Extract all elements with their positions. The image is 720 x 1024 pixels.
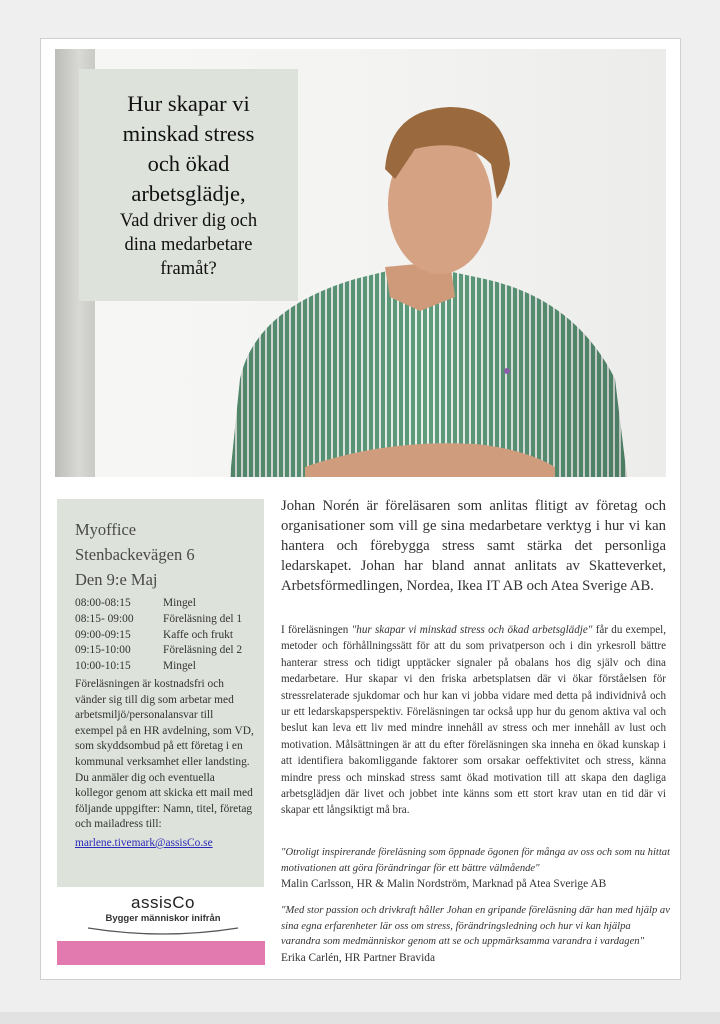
event-date: Den 9:e Maj xyxy=(75,570,158,589)
description-prefix: I föreläsningen xyxy=(281,624,352,636)
schedule-time: 09:15-10:00 xyxy=(75,644,131,657)
testimonial-author: Malin Carlsson, HR & Malin Nordström, Marknad på Atea Sverige AB xyxy=(281,878,607,890)
testimonial xyxy=(281,845,671,892)
testimonial-text: "Med stor passion och drivkraft håller Johan en gripande föreläsning där han med hjälp av sina egna erfarenheter lär oss om stress, förändringsledning och hur vi kan hjälpa varandra som medmänniskor genom att se och uppmärksamma varandra i vardagen" xyxy=(281,905,670,947)
schedule-event: Kaffe och frukt xyxy=(163,628,234,641)
flyer-page xyxy=(40,38,681,980)
schedule-event: Föreläsning del 2 xyxy=(163,644,243,657)
venue-name: Myoffice xyxy=(75,520,137,539)
lecture-description xyxy=(281,622,666,819)
testimonial-author: Erika Carlén, HR Partner Bravida xyxy=(281,951,436,964)
testimonial-text: "Otroligt inspirerande föreläsning som öppnade ögonen för många av oss och som nu hittat motivationen att göra förändringar för ett bättre välmående" xyxy=(281,847,671,874)
schedule-event: Mingel xyxy=(163,660,196,673)
title-box xyxy=(79,69,298,301)
hero-photo xyxy=(55,49,666,477)
schedule-event: Föreläsning del 1 xyxy=(163,612,243,625)
window-bottom-edge xyxy=(0,1012,720,1024)
schedule xyxy=(75,596,264,675)
logo-name: assisCo xyxy=(131,893,195,912)
email-link[interactable]: marlene.tivemark@assisCo.se xyxy=(75,836,213,849)
testimonial xyxy=(281,903,671,966)
accent-bar xyxy=(57,941,265,965)
lecture-title-italic: "hur skapar vi minskad stress och ökad arbetsglädje" xyxy=(351,624,593,636)
venue-address: Stenbackevägen 6 xyxy=(75,545,195,564)
schedule-event: Mingel xyxy=(163,597,196,609)
assisco-logo xyxy=(83,893,243,939)
schedule-time: 08:00-08:15 xyxy=(75,597,131,609)
logo-tagline: Bygger människor inifrån xyxy=(105,913,221,924)
schedule-row xyxy=(75,612,264,628)
schedule-row xyxy=(75,659,264,675)
logo-swoosh-icon xyxy=(83,926,243,938)
subheadline: Vad driver dig och dina medarbetare framåt? xyxy=(119,211,258,279)
schedule-row xyxy=(75,628,264,644)
schedule-time: 08:15- 09:00 xyxy=(75,612,134,625)
schedule-row xyxy=(75,596,264,612)
schedule-row xyxy=(75,643,264,659)
schedule-time: 10:00-10:15 xyxy=(75,660,131,673)
speaker-intro: Johan Norén är föreläsaren som anlitas flitigt av företag och organisationer som vill ge sina medarbetare verktyg i hur vi kan hantera och förebygga stress samt stärka det personliga ledarskapet. Johan har bland annat anlitats av Skatteverket, Arbetsförmedlingen, Nordea, Ikea IT AB och Atea Sverige AB. xyxy=(281,498,666,594)
schedule-time: 09:00-09:15 xyxy=(75,628,131,641)
description-rest: får du exempel, metoder och förhållningssätt för att du som privatperson och i din yrkesroll bättre hanterar stress och tidigt upptäcker signaler på obalans hos dig själv och dina medarbetare. Hur skapar vi den friska arbetsplatsen där vi ökar förståelsen för stressrelaterade sjukdomar och hur kan vi jobba vidare med detta på individnivå och ur ett ledarskapsperspektiv. Föreläsningen tar också upp hur du genom aktiva val och beslut kan leva ett liv med mindre innehåll av stress och mer innehåll av lust och motivation. Målsättningen är att du efter föreläsningen ska inneha en ökad kunskap i att identifiera bakomliggande faktorer som orsakar oeffektivitet och stress, känna mindre press och minskad stress samt ökad motivation till att skapa den dagliga arbetsglädjen där livet och jobbet inte känns som ett stort krav utan en tid där vi skapar ett långsiktigt må bra. xyxy=(281,624,667,817)
headline: Hur skapar vi minskad stress och ökad arbetsglädje, xyxy=(122,91,255,206)
registration-notice: Föreläsningen är kostnadsfri och vänder sig till dig som arbetar med arbetsmiljö/personalansvar till exempel på en HR avdelning, som VD, som skyddsombud på ett företag i en kommunal verksamhet eller landsting. Du anmäler dig och eventuella kollegor genom att skicka ett mail med följande uppgifter: Namn, titel, företag och mailadress till: xyxy=(75,677,254,831)
event-info-panel xyxy=(57,499,264,887)
